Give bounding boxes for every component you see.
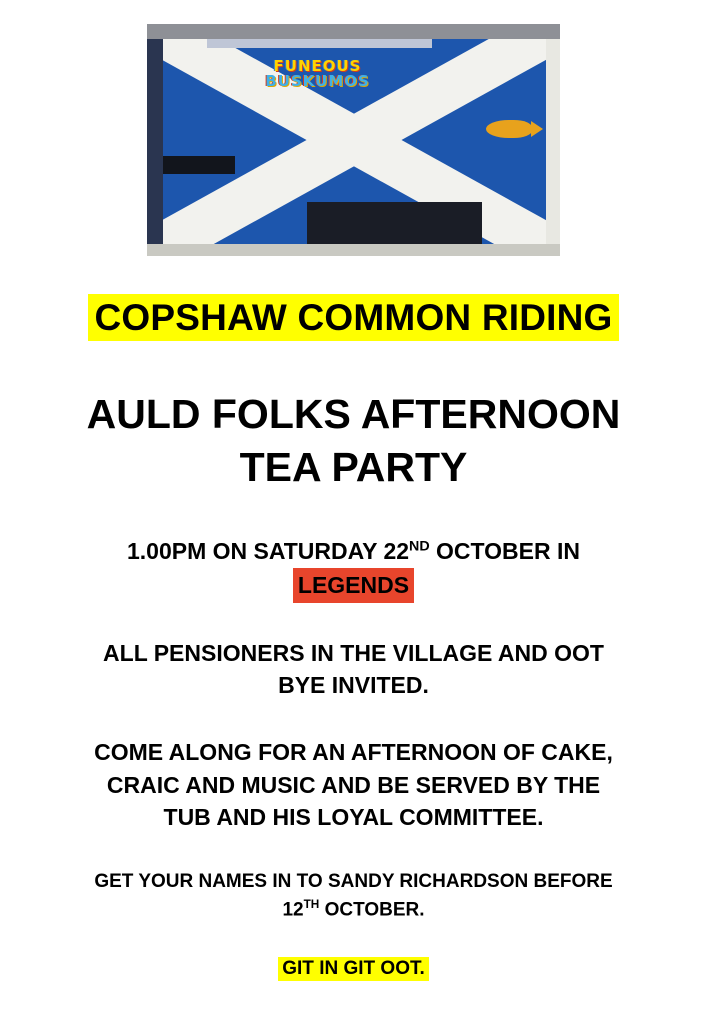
body-line-3: TUB AND HIS LOYAL COMMITTEE. xyxy=(163,804,544,831)
body-line-2: CRAIC AND MUSIC AND BE SERVED BY THE xyxy=(106,771,601,798)
photo-right-edge xyxy=(546,39,560,244)
banner-line-2: BUSKUMOS xyxy=(265,72,370,90)
event-datetime-venue xyxy=(34,535,674,602)
event-venue-line xyxy=(34,568,674,603)
saltire-flag-image xyxy=(147,24,560,256)
event-time-prefix: 1.00PM ON SATURDAY 22 xyxy=(126,538,410,565)
photo-left-edge xyxy=(147,39,163,244)
invitation-text xyxy=(44,637,664,702)
poster-title-text: COPSHAW COMMON RIDING xyxy=(88,294,618,341)
rsvp-line-2 xyxy=(34,896,674,924)
rsvp-text xyxy=(34,868,674,923)
rsvp-date-prefix: 12 xyxy=(282,898,304,920)
closing-slogan-text: GIT IN GIT OOT. xyxy=(278,957,429,981)
rsvp-line-1: GET YOUR NAMES IN TO SANDY RICHARDSON BEFORE xyxy=(94,870,613,892)
photo-dark-block xyxy=(163,156,235,174)
closing-slogan xyxy=(0,957,707,981)
poster-title xyxy=(49,294,658,341)
body-text xyxy=(44,736,664,834)
photo-bottom-edge xyxy=(147,244,560,256)
headline-line-2: TEA PARTY xyxy=(239,443,468,490)
banner-line-1: FUNEOUS xyxy=(273,57,362,75)
banner-lettering xyxy=(225,46,410,102)
body-line-1: COME ALONG FOR AN AFTERNOON OF CAKE, xyxy=(94,739,613,765)
photo-dark-block xyxy=(307,202,482,244)
photo-top-edge xyxy=(147,24,560,39)
rsvp-date-ordinal-suffix: TH xyxy=(303,897,320,911)
invitation-line-2: BYE INVITED. xyxy=(278,672,429,699)
fish-icon xyxy=(486,120,532,138)
venue-name: LEGENDS xyxy=(293,568,414,603)
poster-page xyxy=(0,24,707,1024)
headline-line-1: AULD FOLKS AFTERNOON xyxy=(86,391,621,438)
invitation-line-1: ALL PENSIONERS IN THE VILLAGE AND OOT xyxy=(103,639,604,666)
event-time-tail: OCTOBER IN xyxy=(429,538,581,565)
event-datetime-line xyxy=(34,535,674,568)
date-ordinal-suffix: ND xyxy=(409,538,430,555)
flag-photo xyxy=(147,24,560,256)
rsvp-date-tail: OCTOBER. xyxy=(319,898,425,920)
event-headline xyxy=(34,388,674,493)
